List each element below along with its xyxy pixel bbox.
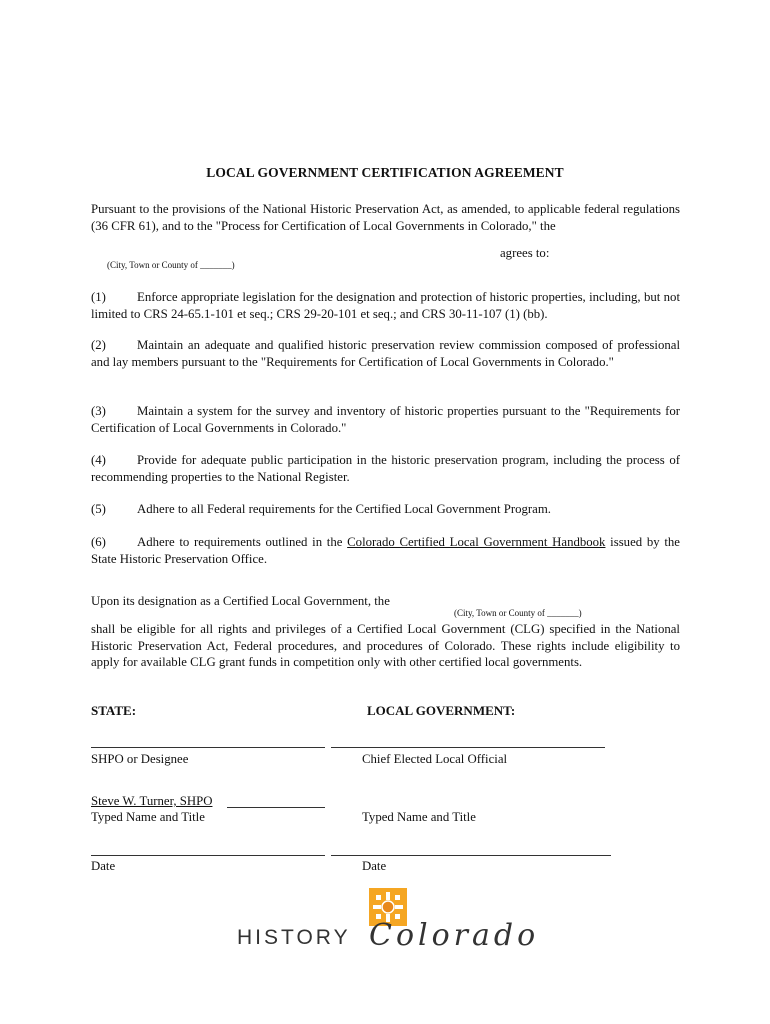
local-government-heading: LOCAL GOVERNMENT: [367, 703, 516, 718]
item-number: (1) [91, 290, 106, 304]
item-text: Enforce appropriate legislation for the designation and protection of historic properties, including, but not limited to CRS 24-65.1-101 et seq.; CRS 29-20-101 et seq.; and CRS 30-11-107 (1) (bb). [91, 290, 680, 321]
city-hint: (City, Town or County of _______) [454, 608, 582, 618]
eligibility-paragraph: shall be eligible for all rights and privileges of a Certified Local Government (CLG) specified in the National Historic Preservation Act, Federal procedures, and procedures of Colorado. These rights include eligibility to apply for available CLG grant funds in competition only with other certified local governments. [91, 622, 680, 669]
item-1 [91, 289, 680, 322]
chief-official-label: Chief Elected Local Official [362, 752, 508, 766]
typed-name-line[interactable] [227, 807, 325, 808]
item-text: Adhere to all Federal requirements for the Certified Local Government Program. [137, 502, 551, 516]
typed-name-label: Typed Name and Title [91, 810, 205, 824]
agrees-to-text: agrees to: [500, 246, 550, 260]
colorado-script: Colorado [369, 918, 540, 953]
item-number: (3) [91, 404, 106, 418]
handbook-link[interactable]: Colorado Certified Local Government Handbook [347, 535, 606, 549]
date-label: Date [362, 859, 387, 873]
item-5 [91, 501, 680, 518]
date-line-state[interactable] [91, 855, 325, 856]
shpo-label: SHPO or Designee [91, 752, 189, 766]
item-text: Maintain an adequate and qualified historic preservation review commission composed of professional and lay members pursuant to the "Requirements for Certification of Local Governments in Colorado." [91, 338, 680, 369]
item-text: Provide for adequate public participation in the historic preservation program, including the process of recommending properties to the National Register. [91, 453, 680, 484]
item-number: (4) [91, 453, 106, 467]
item-number: (2) [91, 338, 106, 352]
typed-name-value [91, 794, 212, 809]
document-title: LOCAL GOVERNMENT CERTIFICATION AGREEMENT [206, 165, 564, 180]
item-2 [91, 337, 680, 370]
typed-name-text: Steve W. Turner, SHPO [91, 794, 213, 808]
item-6 [91, 534, 680, 567]
state-heading: STATE: [91, 703, 137, 718]
item-4 [91, 452, 680, 485]
history-wordmark: HISTORY [237, 926, 351, 949]
date-label: Date [91, 859, 116, 873]
upon-designation-text: Upon its designation as a Certified Local Government, the [91, 594, 390, 608]
item-number: (6) [91, 535, 106, 549]
typed-name-label: Typed Name and Title [362, 810, 476, 824]
item-text: Maintain a system for the survey and inventory of historic properties pursuant to the "Requirements for Certification of Local Governments in Colorado." [91, 404, 680, 435]
city-hint: (City, Town or County of _______) [107, 260, 235, 270]
item-text: Adhere to requirements outlined in the [137, 535, 348, 549]
signature-line-state[interactable] [91, 747, 325, 748]
signature-line-local[interactable] [331, 747, 605, 748]
date-line-local[interactable] [331, 855, 611, 856]
intro-paragraph: Pursuant to the provisions of the National Historic Preservation Act, as amended, to applicable federal regulations (36 CFR 61), and to the "Process for Certification of Local Governments in Colorado," the [91, 202, 680, 233]
item-3 [91, 403, 680, 436]
item-text-after: issued by the State Historic Preservation Office. [91, 535, 680, 566]
item-number: (5) [91, 502, 106, 516]
